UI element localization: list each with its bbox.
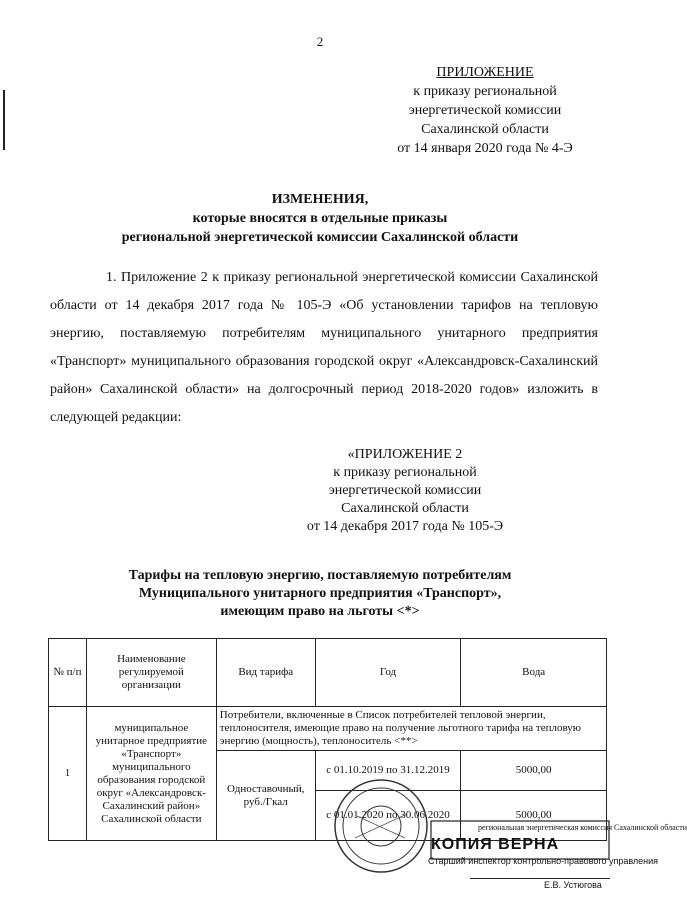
- row-tariff-type: Одноставочный, руб./Гкал: [216, 751, 315, 841]
- row-consumers: Потребители, включенные в Список потребителей тепловой энергии, теплоносителя, имеющие право на получение льготного тарифа на тепловую энергию (мощность), теплоноситель <**>: [216, 707, 606, 751]
- appendix-header: [365, 63, 605, 158]
- appendix-line-1: ПРИЛОЖЕНИЕ: [436, 65, 534, 80]
- appendix-line-3: энергетической комиссии: [408, 103, 562, 118]
- page-number: 2: [316, 34, 324, 49]
- appendix2-line-1: «ПРИЛОЖЕНИЕ 2: [347, 447, 463, 462]
- margin-line: [3, 90, 5, 150]
- copy-stamp-text: КОПИЯ ВЕРНА: [431, 836, 560, 853]
- title-line-1: ИЗМЕНЕНИЯ,: [271, 192, 369, 207]
- body-paragraph-text: 1. Приложение 2 к приказу региональной энергетической комиссии Сахалинской области от 14 декабря 2017 года № 105-Э «Об установлении тарифов на тепловую энергию, поставляемую потребителям муниципального унитарного предприятия «Транспорт» муниципального образования городской округ «Александровск-Сахалинский район» Сахалинской области» на долгосрочный период 2018-2020 годов» изложить в следующей редакции:: [50, 270, 598, 425]
- tariff-table: [48, 638, 607, 841]
- round-seal-stamp: [333, 778, 429, 874]
- copy-stamp-position: Старший инспектор контрольно-правового управления: [428, 856, 659, 866]
- appendix-line-4: Сахалинской области: [421, 122, 549, 137]
- header-num: № п/п: [49, 639, 87, 707]
- appendix-line-5: от 14 января 2020 года № 4-Э: [397, 141, 573, 156]
- tariff-title-line-2: Муниципального унитарного предприятия «Транспорт»,: [138, 586, 502, 601]
- row-period-2: с 01.01.2020 по 30.06.2020: [315, 791, 461, 841]
- appendix2-line-4: Сахалинской области: [341, 501, 469, 516]
- row-period-1: с 01.10.2019 по 31.12.2019: [315, 751, 461, 791]
- title-line-3: региональной энергетической комиссии Сахалинской области: [121, 230, 519, 245]
- signer-name: Е.В. Устюгова: [544, 880, 602, 890]
- appendix-line-2: к приказу региональной: [413, 84, 557, 99]
- row-num: 1: [49, 707, 87, 841]
- appendix2-line-5: от 14 декабря 2017 года № 105-Э: [306, 519, 504, 534]
- appendix2-line-2: к приказу региональной: [333, 465, 477, 480]
- title-line-2: которые вносятся в отдельные приказы: [192, 211, 448, 226]
- document-title: [0, 190, 640, 247]
- header-year: Год: [315, 639, 461, 707]
- table-row: [49, 707, 607, 751]
- tariff-title-line-3: имеющим право на льготы <*>: [220, 604, 420, 619]
- appendix2-line-3: энергетической комиссии: [328, 483, 482, 498]
- appendix2-header: [275, 446, 535, 536]
- table-header-row: [49, 639, 607, 707]
- signature-line: [470, 878, 610, 879]
- tariff-title: [0, 567, 640, 621]
- row-org: муниципальное унитарное предприятие «Транспорт» муниципального образования городской округ «Александровск-Сахалинский район» Сахалинской области: [86, 707, 216, 841]
- tariff-title-line-1: Тарифы на тепловую энергию, поставляемую потребителям: [128, 568, 512, 583]
- row-value-1: 5000,00: [461, 751, 607, 791]
- copy-stamp-org: региональная энергетическая комиссия Сахалинской области: [478, 823, 687, 832]
- body-paragraph: [50, 264, 598, 432]
- header-tariff-type: Вид тарифа: [216, 639, 315, 707]
- header-org: Наименование регулируемой организации: [86, 639, 216, 707]
- row-value-2: 5000,00: [461, 791, 607, 841]
- header-water: Вода: [461, 639, 607, 707]
